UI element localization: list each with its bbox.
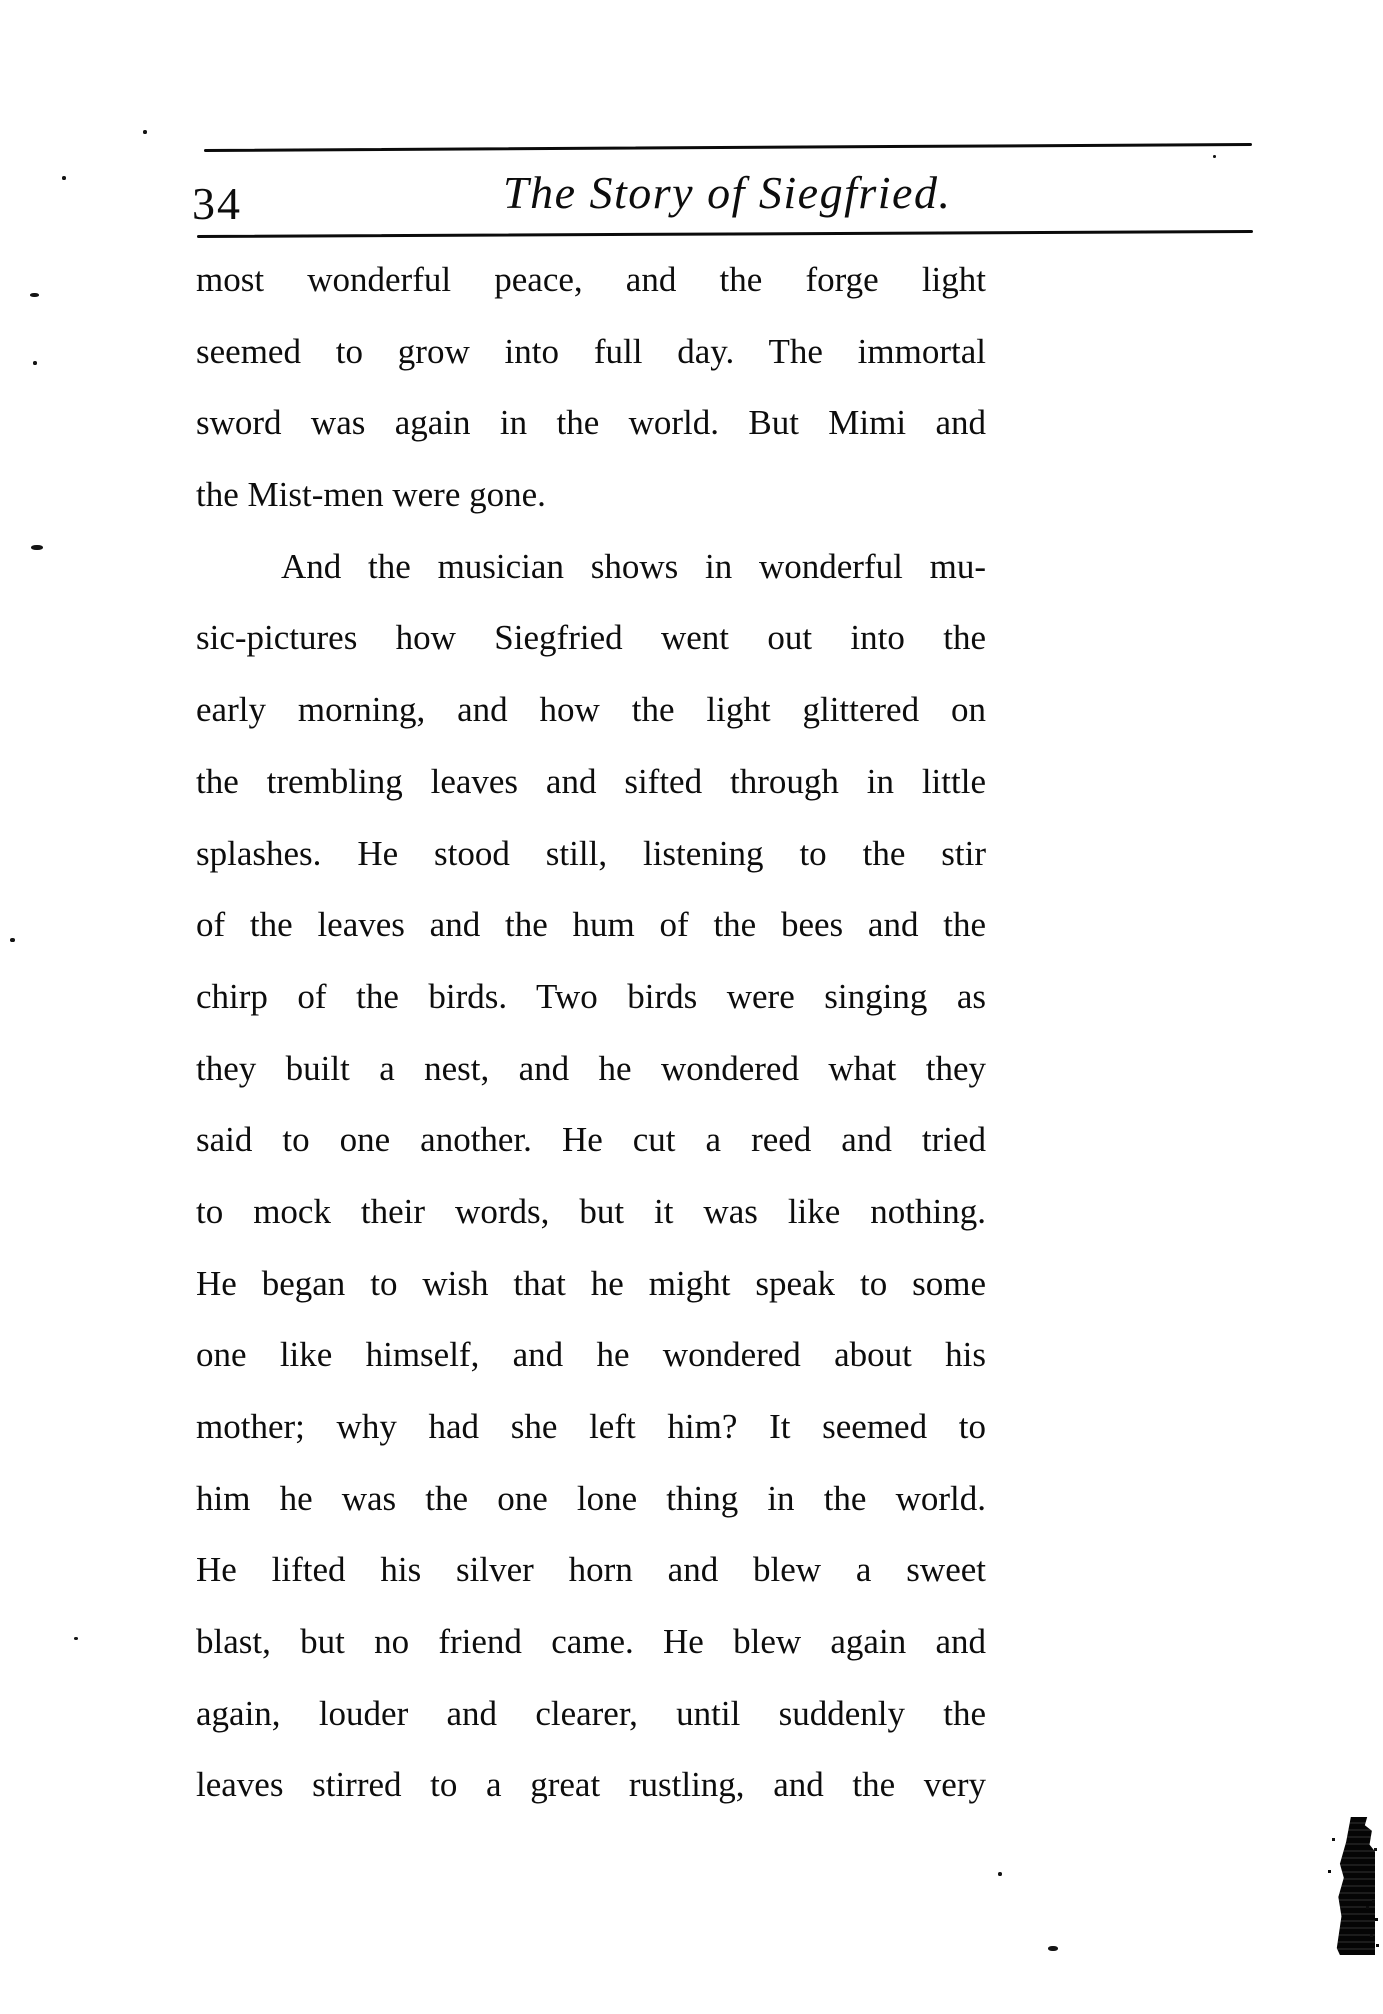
- text-line: seemed to grow into full day. The immortal: [196, 331, 986, 371]
- text-line: He lifted his silver horn and blew a sweet: [196, 1550, 986, 1590]
- text-line-paragraph-end: the Mist-men were gone.: [196, 475, 546, 515]
- page-body-text: [196, 244, 986, 1821]
- text-line: chirp of the birds. Two birds were singing as: [196, 976, 986, 1016]
- page-number: 34: [192, 178, 242, 229]
- margin-ink-mark: [31, 545, 43, 550]
- header-rule-top: [204, 143, 1252, 152]
- text-line: leaves stirred to a great rustling, and the very: [196, 1765, 986, 1805]
- text-line: of the leaves and the hum of the bees and the: [196, 905, 986, 945]
- text-line: He began to wish that he might speak to some: [196, 1263, 986, 1303]
- text-line: said to one another. He cut a reed and tried: [196, 1120, 986, 1160]
- ink-speck: [30, 293, 39, 297]
- ink-speck: [1213, 155, 1216, 158]
- scan-blotch-speckle: [1372, 1900, 1375, 1903]
- ink-speck: [10, 938, 15, 942]
- running-header-title: The Story of Siegfried.: [503, 167, 952, 218]
- text-line: him he was the one lone thing in the world.: [196, 1478, 986, 1518]
- text-line: sic-pictures how Siegfried went out into the: [196, 618, 986, 658]
- text-line: the trembling leaves and sifted through in little: [196, 761, 986, 801]
- text-line: one like himself, and he wondered about his: [196, 1335, 986, 1375]
- text-line: sword was again in the world. But Mimi and: [196, 403, 986, 443]
- ink-speck: [74, 1637, 78, 1640]
- ink-speck: [62, 176, 66, 180]
- ink-speck: [998, 1872, 1002, 1876]
- text-line: splashes. He stood still, listening to the stir: [196, 833, 986, 873]
- scan-blotch: [1336, 1817, 1375, 1955]
- ink-speck: [143, 130, 147, 134]
- ink-speck: [1048, 1946, 1058, 1951]
- text-line: most wonderful peace, and the forge light: [196, 260, 986, 299]
- text-line: mother; why had she left him? It seemed to: [196, 1407, 986, 1446]
- text-line: to mock their words, but it was like nothing.: [196, 1191, 986, 1231]
- text-line: early morning, and how the light glittered on: [196, 690, 986, 730]
- ink-speck: [33, 361, 37, 365]
- text-line: blast, but no friend came. He blew again and: [196, 1622, 986, 1662]
- header-rule-bottom: [197, 230, 1253, 238]
- text-line: again, louder and clearer, until suddenly the: [196, 1693, 986, 1733]
- text-line-paragraph-start: And the musician shows in wonderful mu-: [281, 546, 986, 586]
- text-line: they built a nest, and he wondered what they: [196, 1048, 986, 1088]
